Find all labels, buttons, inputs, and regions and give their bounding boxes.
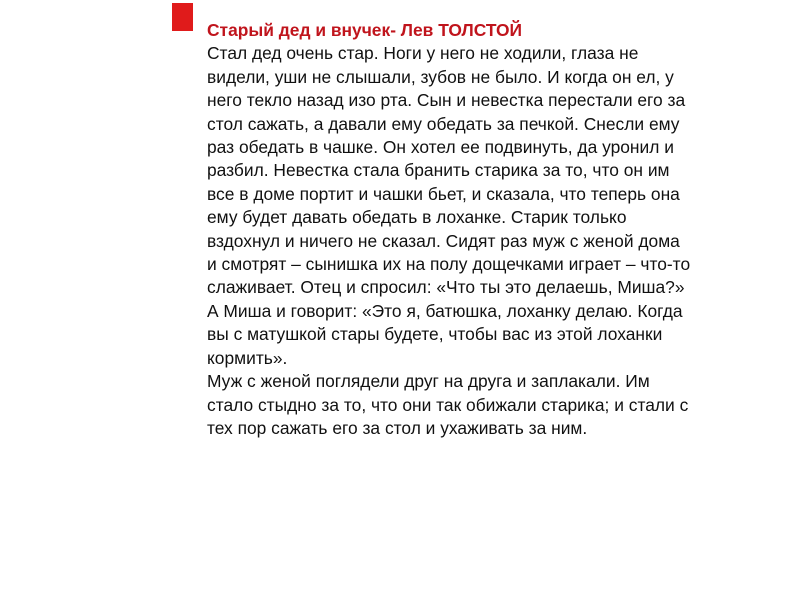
story-title: Старый дед и внучек- Лев ТОЛСТОЙ [207, 20, 523, 40]
story-text-block [207, 19, 787, 440]
story-line-12: А Миша и говорит: «Это я, батюшка, лоханку делаю. Когда [207, 300, 683, 321]
story-line-10: и смотрят – сынишка их на полу дощечками играет – что-то [207, 254, 691, 275]
story-line-13: вы с матушкой стары будете, чтобы вас из этой лоханки [207, 324, 663, 345]
story-line-14: кормить». [207, 347, 288, 368]
story-line-7: все в доме портит и чашки бьет, и сказала, что теперь она [207, 183, 680, 204]
story-line-4: стол сажать, а давали ему обедать за печкой. Снесли ему [207, 113, 680, 134]
story-line-16: стало стыдно за то, что они так обижали старика; и стали с [207, 394, 689, 415]
story-line-15: Муж с женой поглядели друг на друга и заплакали. Им [207, 371, 650, 392]
story-line-3: него текло назад изо рта. Сын и невестка перестали его за [207, 90, 686, 111]
story-line-2: видели, уши не слышали, зубов не было. И когда он ел, у [207, 66, 674, 87]
accent-bar [172, 3, 193, 31]
story-line-6: разбил. Невестка стала бранить старика за то, что он им [207, 160, 670, 181]
story-line-8: ему будет давать обедать в лоханке. Старик только [207, 207, 627, 228]
story-line-17: тех пор сажать его за стол и ухаживать за ним. [207, 417, 588, 438]
story-line-9: вздохнул и ничего не сказал. Сидят раз муж с женой дома [207, 230, 680, 251]
story-line-11: слаживает. Отец и спросил: «Что ты это делаешь, Миша?» [207, 277, 685, 298]
story-line-5: раз обедать в чашке. Он хотел ее подвинуть, да уронил и [207, 137, 674, 158]
story-line-1: Стал дед очень стар. Ноги у него не ходили, глаза не [207, 43, 639, 64]
